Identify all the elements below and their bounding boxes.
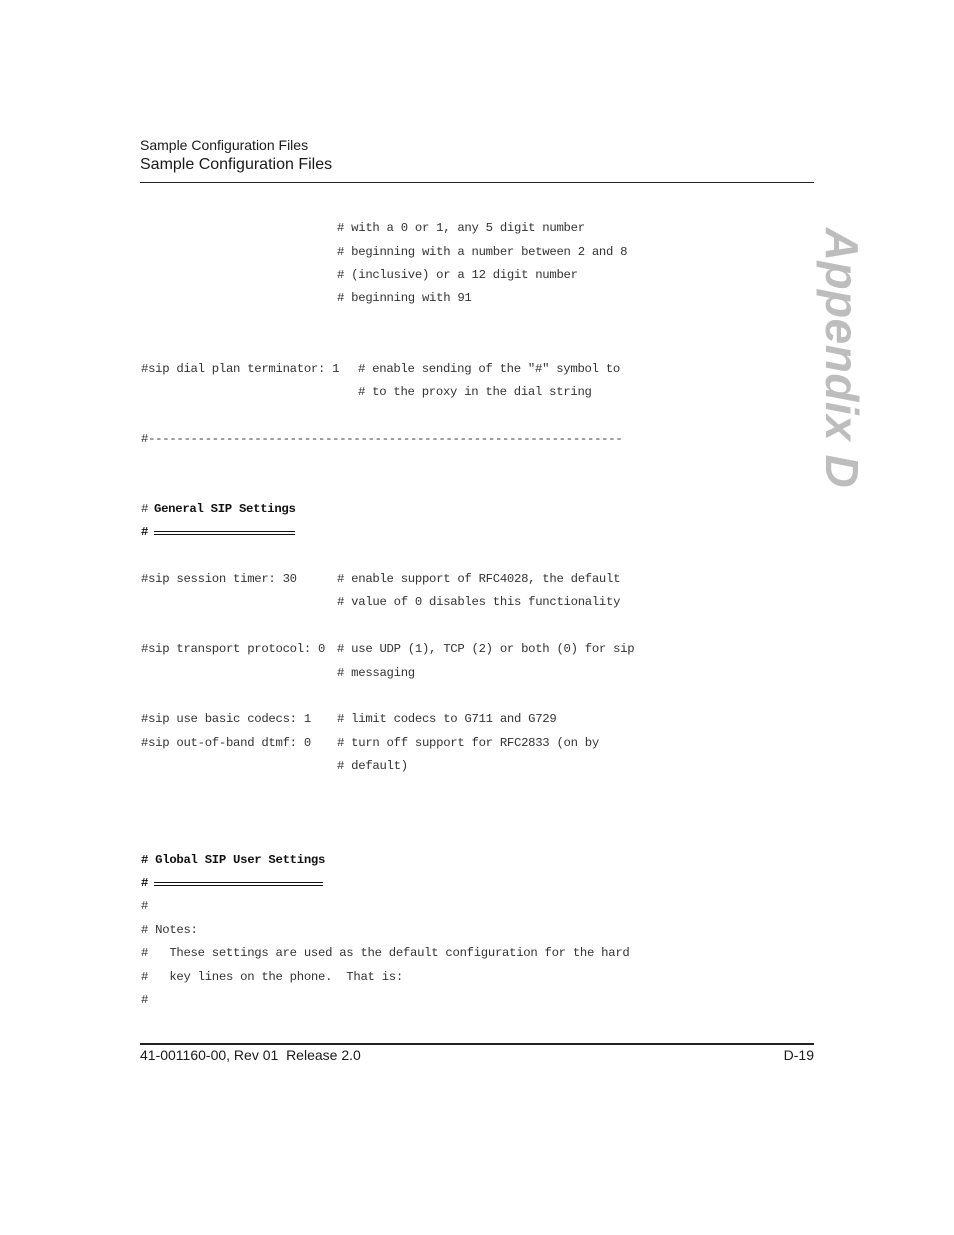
- code-key: #sip dial plan terminator: 1: [141, 362, 340, 376]
- code-comment: # use UDP (1), TCP (2) or both (0) for sip: [337, 642, 635, 656]
- section-hash: #: [141, 502, 149, 516]
- code-comment: # enable sending of the "#" symbol to: [358, 362, 620, 376]
- code-comment: # limit codecs to G711 and G729: [337, 712, 557, 726]
- code-line: #: [141, 993, 149, 1007]
- code-key: #sip out-of-band dtmf: 0: [141, 736, 311, 750]
- code-line: #: [141, 899, 149, 913]
- code-key: #sip session timer: 30: [141, 572, 297, 586]
- code-line: # beginning with 91: [337, 291, 472, 305]
- header-rule: [140, 182, 814, 183]
- code-line: # These settings are used as the default configuration for the hard: [141, 946, 630, 960]
- code-line: # beginning with a number between 2 and 8: [337, 245, 628, 259]
- section-underline-hash: #: [141, 525, 149, 539]
- code-key: #sip transport protocol: 0: [141, 642, 326, 656]
- running-header-small: Sample Configuration Files: [140, 137, 309, 153]
- double-underline: [154, 882, 323, 886]
- code-comment: # value of 0 disables this functionality: [337, 595, 621, 609]
- footer-rule: [140, 1043, 814, 1045]
- code-line: # key lines on the phone. That is:: [141, 970, 403, 984]
- section-underline-hash: #: [141, 876, 149, 890]
- appendix-side-tab: Appendix D: [816, 227, 868, 489]
- running-header-title: Sample Configuration Files: [140, 156, 333, 173]
- code-comment: # enable support of RFC4028, the default: [337, 572, 621, 586]
- section-title-global: # Global SIP User Settings: [141, 853, 326, 867]
- footer-doc-id: 41-001160-00, Rev 01 Release 2.0: [140, 1047, 361, 1063]
- section-separator: #-------------------------------------------------------------------: [141, 432, 623, 446]
- double-underline: [154, 531, 295, 535]
- code-line: # (inclusive) or a 12 digit number: [337, 268, 578, 282]
- code-comment: # messaging: [337, 666, 415, 680]
- code-line: # with a 0 or 1, any 5 digit number: [337, 221, 585, 235]
- section-title-general: General SIP Settings: [154, 502, 296, 516]
- code-comment: # turn off support for RFC2833 (on by: [337, 736, 599, 750]
- code-line: # Notes:: [141, 923, 198, 937]
- footer-page-number: D-19: [783, 1047, 814, 1063]
- code-key: #sip use basic codecs: 1: [141, 712, 311, 726]
- code-comment: # default): [337, 759, 408, 773]
- code-comment: # to the proxy in the dial string: [358, 385, 592, 399]
